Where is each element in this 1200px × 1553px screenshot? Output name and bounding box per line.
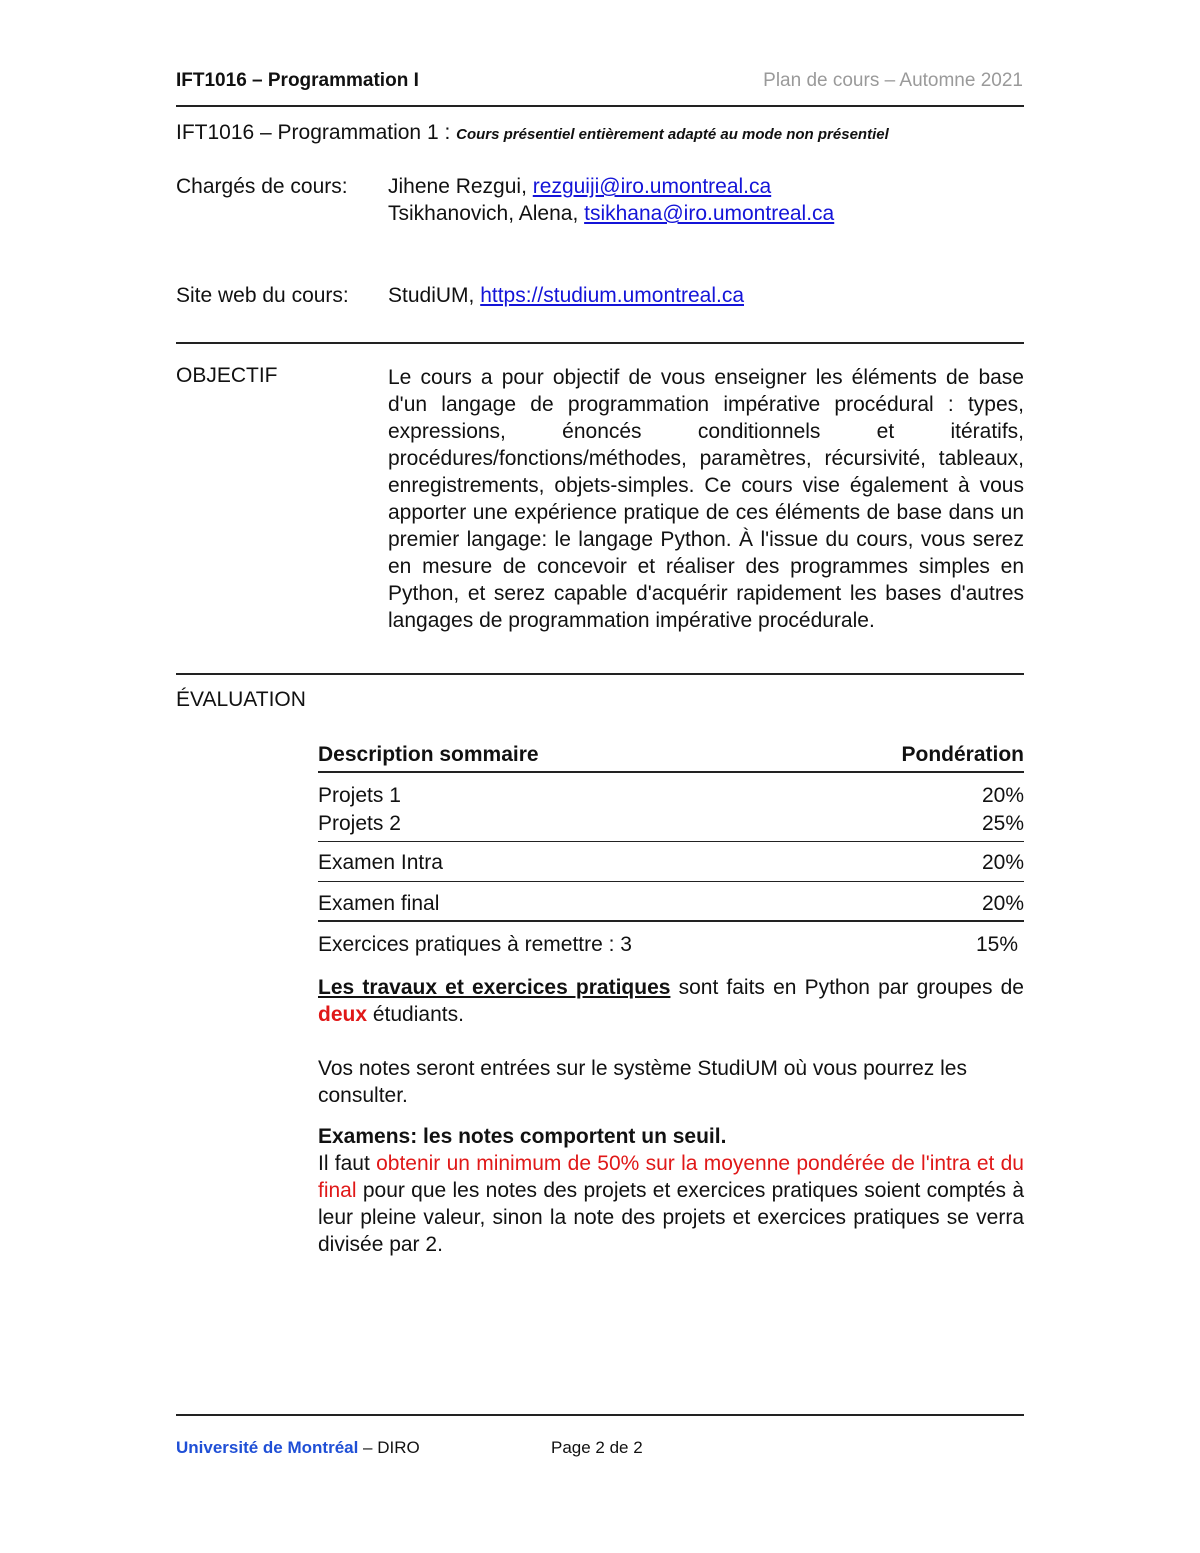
header-plan-label: Plan de cours – Automne 2021 <box>763 70 1023 91</box>
instructor-1-email-link[interactable]: rezguiji@iro.umontreal.ca <box>532 175 772 198</box>
exam-threshold-paragraph <box>318 1150 1024 1258</box>
website-name: StudiUM, <box>388 284 481 307</box>
table-row-rule <box>318 920 1024 922</box>
row-description: Projets 2 <box>318 812 401 835</box>
exam-threshold-heading: Examens: les notes comportent un seuil. <box>318 1125 727 1148</box>
group-size-highlight: deux <box>318 1003 368 1026</box>
course-mode: Cours présentiel entièrement adapté au mode non présentiel <box>456 126 889 143</box>
section-divider-1 <box>176 342 1024 344</box>
col-description-header: Description sommaire <box>318 743 539 766</box>
table-row-rule <box>318 841 1024 842</box>
objective-label: OBJECTIF <box>176 364 278 387</box>
table-row <box>318 851 1024 875</box>
row-description: Exercices pratiques à remettre : 3 <box>318 933 632 956</box>
instructor-2 <box>388 202 834 226</box>
objective-text: Le cours a pour objectif de vous enseigner les éléments de base d'un langage de programmation impérative procédural : types, expressions, énoncés conditionnels et itératifs, procédures/fonctions/méthodes, paramètres, récursivité, tableaux, enregistrements, objets-simples. Ce cours vise également à vous apporter une expérience pratique de ces éléments de base dans un premier langage: le langage Python. À l'issue du cours, vous serez en mesure de concevoir et réaliser des programmes simples en Python, et serez capable d'acquérir rapidement les bases d'autres langages de programmation impérative procédurale. <box>388 366 1024 632</box>
website-value <box>388 284 744 308</box>
footer-divider <box>176 1414 1024 1416</box>
table-row <box>318 933 1024 957</box>
instructor-2-name: Tsikhanovich, Alena, <box>388 202 585 225</box>
footer-institution <box>176 1438 420 1458</box>
table-row <box>318 784 1024 808</box>
table-row <box>318 812 1024 836</box>
row-description: Projets 1 <box>318 784 401 807</box>
table-row <box>318 892 1024 916</box>
row-description: Examen Intra <box>318 851 443 874</box>
instructors-label: Chargés de cours: <box>176 175 348 198</box>
footer-page-number: Page 2 de 2 <box>551 1438 643 1457</box>
section-divider-2 <box>176 673 1024 675</box>
row-weight: 25% <box>981 812 1024 835</box>
instructor-1 <box>388 175 771 199</box>
row-weight: 20% <box>981 851 1024 874</box>
footer-university: Université de Montréal <box>176 1438 359 1457</box>
website-label: Site web du cours: <box>176 284 349 307</box>
header-course-title: IFT1016 – Programmation I <box>176 70 419 91</box>
instructor-2-email-link[interactable]: tsikhana@iro.umontreal.ca <box>584 202 835 225</box>
table-row-rule <box>318 881 1024 882</box>
exam-threshold-highlight: obtenir un minimum de 50% sur la moyenne pondérée de l'intra et du final <box>318 1152 1024 1202</box>
row-weight: 15% <box>975 933 1018 956</box>
work-format-bold: Les travaux et exercices pratiques <box>318 976 671 999</box>
evaluation-label: ÉVALUATION <box>176 688 306 711</box>
studium-paragraph: Vos notes seront entrées sur le système StudiUM où vous pourrez les consulter. <box>318 1057 967 1107</box>
exam-threshold-end: pour que les notes des projets et exercices pratiques soient comptés à leur pleine valeur, sinon la note des projets et exercices pratiques se verra divisée par 2. <box>318 1179 1024 1256</box>
work-format-mid: sont faits en Python par groupes de <box>670 976 1024 999</box>
col-weight-header: Pondération <box>901 743 1024 766</box>
row-weight: 20% <box>981 784 1024 807</box>
instructor-1-name: Jihene Rezgui, <box>388 175 533 198</box>
footer-department: – DIRO <box>358 1438 420 1457</box>
course-title-main: IFT1016 – Programmation 1 : <box>176 121 457 144</box>
evaluation-table-header <box>318 743 1024 767</box>
exam-threshold-start: Il faut <box>318 1152 377 1175</box>
row-description: Examen final <box>318 892 440 915</box>
header-divider <box>176 105 1024 107</box>
table-header-rule <box>318 771 1024 773</box>
website-url-link[interactable]: https://studium.umontreal.ca <box>480 284 744 307</box>
work-format-paragraph <box>318 974 1024 1028</box>
row-weight: 20% <box>981 892 1024 915</box>
course-title <box>176 121 889 145</box>
work-format-end: étudiants. <box>367 1003 464 1026</box>
